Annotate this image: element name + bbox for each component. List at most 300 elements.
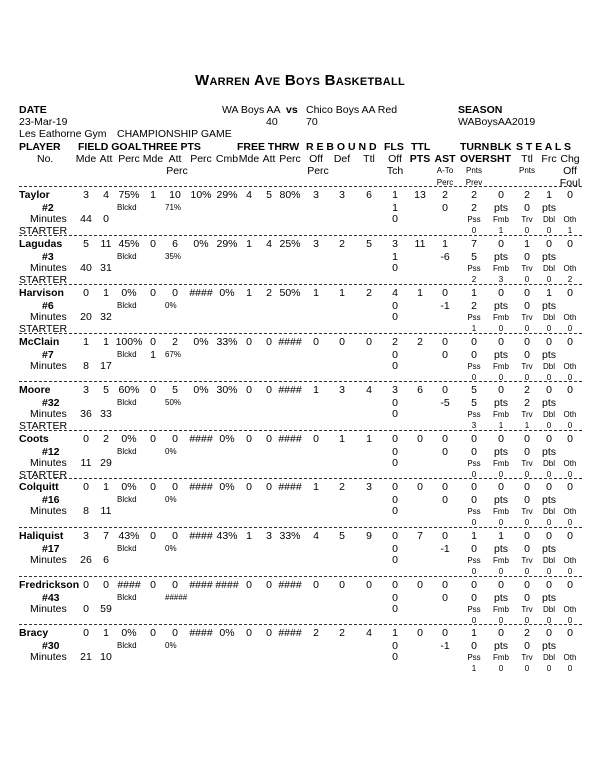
ft-perc: ####	[278, 481, 302, 493]
fouls-tch: 0	[392, 213, 398, 225]
cmb-perc: 43%	[216, 530, 238, 542]
turnover-oth: 2	[567, 275, 573, 284]
steals-pts: 0	[524, 592, 530, 604]
minutes-1: 21	[80, 651, 92, 663]
blocked-perc: 71%	[165, 203, 182, 212]
minutes-1: 20	[80, 311, 92, 323]
page-title: Warren Ave Boys Basketball	[194, 72, 406, 89]
pts-label: pts	[541, 349, 557, 361]
pts-label: pts	[541, 543, 557, 555]
ft-att: 0	[266, 384, 272, 396]
steals-ttl: 1	[524, 238, 530, 250]
header-reb-off: Off	[309, 153, 323, 165]
ft-perc: 33%	[279, 530, 301, 542]
blocks: 0	[498, 238, 504, 250]
dbl-label: Dbl	[542, 459, 556, 468]
steals-frc: 0	[546, 579, 552, 591]
turnover-dbl: 0	[546, 373, 552, 382]
steals-pts: 0	[524, 349, 530, 361]
fouls-off: 0	[392, 592, 398, 604]
steals-ttl: 0	[524, 481, 530, 493]
tp-made: 0	[150, 481, 156, 493]
turnover-pts: 5	[471, 251, 477, 263]
dbl-label: Dbl	[542, 410, 556, 419]
turnover-trv: 0	[524, 567, 530, 576]
player-name: Fredrickson	[19, 579, 80, 591]
fouls: 0	[392, 530, 398, 542]
header-ft-mde: Mde	[238, 153, 260, 165]
cmb-perc: 0%	[219, 287, 235, 299]
reb-def: 0	[339, 336, 345, 348]
turnover-oth: 0	[567, 616, 573, 625]
minutes-label: Minutes	[30, 408, 67, 420]
pss-label: Pss	[467, 215, 481, 224]
game-location: Les Eathorne Gym	[19, 128, 107, 140]
fg-perc: 100%	[115, 336, 143, 348]
turnover-oth: 0	[567, 567, 573, 576]
season-value: WABoysAA2019	[458, 116, 536, 128]
row-divider	[19, 430, 582, 431]
header-no: No.	[37, 153, 54, 165]
fg-att: 1	[103, 287, 109, 299]
turnover-trv: 0	[524, 226, 530, 235]
trv-label: Trv	[521, 556, 533, 565]
turnover-trv: 0	[524, 324, 530, 333]
date-label: DATE	[19, 104, 47, 116]
fouls: 1	[392, 189, 398, 201]
player-name: McClain	[19, 336, 60, 348]
reb-off: 1	[313, 481, 319, 493]
minutes-2: 10	[100, 651, 112, 663]
fg-perc: 60%	[118, 384, 140, 396]
ft-perc: ####	[278, 627, 302, 639]
turnover-oth: 1	[567, 226, 573, 235]
row-divider	[19, 235, 582, 236]
turnover-oth: 0	[567, 421, 573, 430]
blckd-label: Blckd	[117, 203, 137, 212]
steals-frc: 0	[546, 433, 552, 445]
fmb-label: Fmb	[493, 362, 509, 371]
turnover-pts: 0	[471, 592, 477, 604]
player-name: Colquitt	[19, 481, 59, 493]
fmb-label: Fmb	[493, 605, 509, 614]
ft-made: 0	[246, 579, 252, 591]
blocks: 0	[498, 189, 504, 201]
blocked-perc: 0%	[165, 495, 177, 504]
ft-att: 0	[266, 336, 272, 348]
fg-made: 0	[83, 627, 89, 639]
turnovers: 0	[471, 579, 477, 591]
reb-ttl: 3	[366, 481, 372, 493]
ft-made: 0	[246, 384, 252, 396]
header-reb-perc: Perc	[307, 165, 329, 177]
pts-label: pts	[493, 202, 509, 214]
assist-turnover: -6	[440, 251, 450, 263]
fmb-label: Fmb	[493, 264, 509, 273]
pts-label: pts	[541, 300, 557, 312]
home-team: WA Boys AA	[222, 104, 281, 116]
fouls: 3	[392, 238, 398, 250]
player-number: #30	[42, 640, 60, 652]
blocks: 0	[498, 287, 504, 299]
fouls-off: 0	[392, 349, 398, 361]
steals-frc: 1	[546, 287, 552, 299]
turnover-pss: 1	[471, 324, 477, 333]
turnover-trv: 0	[524, 616, 530, 625]
fg-att: 1	[103, 336, 109, 348]
row-divider	[19, 186, 582, 187]
turnover-pss: 1	[471, 664, 477, 673]
steals-pts: 0	[524, 446, 530, 458]
blckd-label: Blckd	[117, 301, 137, 310]
tp-made: 0	[150, 579, 156, 591]
assist-turnover: 0	[442, 446, 448, 458]
turnovers: 0	[471, 433, 477, 445]
oth-label: Oth	[563, 362, 577, 371]
assist-turnover: 0	[442, 494, 448, 506]
blocked-perc: 0%	[165, 544, 177, 553]
turnover-fmb: 0	[498, 664, 504, 673]
cmb-perc: 0%	[219, 481, 235, 493]
header-three-pts: THREE PTS	[142, 141, 201, 153]
blocked-perc: 35%	[165, 252, 182, 261]
charges: 0	[567, 627, 573, 639]
ft-perc: 50%	[279, 287, 301, 299]
player-name: Haliquist	[19, 530, 64, 542]
header-frc: Frc	[541, 153, 557, 165]
pts-label: pts	[541, 592, 557, 604]
header-tp-perc: Perc	[190, 153, 212, 165]
assist-turnover: -5	[440, 397, 450, 409]
reb-ttl: 4	[366, 627, 372, 639]
steals-frc: 0	[546, 336, 552, 348]
fouls: 2	[392, 336, 398, 348]
header-cmb: Cmb	[215, 153, 239, 165]
turnover-dbl: 0	[546, 275, 552, 284]
turnover-fmb: 0	[498, 616, 504, 625]
row-divider	[19, 381, 582, 382]
cmb-perc: 29%	[216, 238, 238, 250]
fouls-off: 0	[392, 543, 398, 555]
minutes-2: 0	[103, 213, 109, 225]
dbl-label: Dbl	[542, 215, 556, 224]
oth-label: Oth	[563, 410, 577, 419]
charges: 0	[567, 189, 573, 201]
starter-label: STARTER	[19, 323, 68, 335]
cmb-perc: 30%	[216, 384, 238, 396]
row-divider	[19, 624, 582, 625]
minutes-2: 29	[100, 457, 112, 469]
away-team: Chico Boys AA Red	[306, 104, 398, 116]
blocked-perc: #####	[165, 593, 188, 602]
header-ato-perc: Perc	[436, 178, 454, 187]
ft-att: 5	[266, 189, 272, 201]
charges: 0	[567, 530, 573, 542]
reb-ttl: 5	[366, 238, 372, 250]
reb-def: 1	[339, 287, 345, 299]
dbl-label: Dbl	[542, 556, 556, 565]
turnover-dbl: 0	[546, 324, 552, 333]
blocked-perc: 50%	[165, 398, 182, 407]
trv-label: Trv	[521, 313, 533, 322]
reb-ttl: 6	[366, 189, 372, 201]
player-name: Bracy	[19, 627, 49, 639]
reb-off: 4	[313, 530, 319, 542]
steals-pts: 2	[524, 397, 530, 409]
fouls-tch: 0	[392, 311, 398, 323]
turnover-fmb: 1	[498, 421, 504, 430]
reb-ttl: 4	[366, 384, 372, 396]
game-type: CHAMPIONSHIP GAME	[117, 128, 232, 140]
row-divider	[19, 478, 582, 479]
reb-ttl: 2	[366, 287, 372, 299]
turnover-oth: 0	[567, 470, 573, 479]
charges: 0	[567, 336, 573, 348]
turnover-pts: 0	[471, 543, 477, 555]
header-tch: Tch	[386, 165, 404, 177]
charges: 0	[567, 433, 573, 445]
minutes-1: 11	[80, 457, 92, 469]
minutes-1: 26	[80, 554, 92, 566]
assists: 1	[442, 238, 448, 250]
turnover-dbl: 0	[546, 518, 552, 527]
fg-att: 2	[103, 433, 109, 445]
turnover-fmb: 0	[498, 373, 504, 382]
blckd-label: Blckd	[117, 398, 137, 407]
tp-made: 0	[150, 433, 156, 445]
fouls-tch: 0	[392, 505, 398, 517]
oth-label: Oth	[563, 605, 577, 614]
pss-label: Pss	[467, 410, 481, 419]
fg-perc: 0%	[121, 433, 137, 445]
tp-perc: 0%	[193, 336, 209, 348]
assist-turnover: -1	[440, 300, 450, 312]
player-number: #16	[42, 494, 60, 506]
dbl-label: Dbl	[542, 605, 556, 614]
minutes-label: Minutes	[30, 554, 67, 566]
reb-def: 1	[339, 433, 345, 445]
row-divider	[19, 333, 582, 334]
turnovers: 1	[471, 530, 477, 542]
tp-made: 0	[150, 238, 156, 250]
tp-perc: ####	[189, 579, 213, 591]
ft-made: 0	[246, 627, 252, 639]
ft-made: 4	[246, 189, 252, 201]
fg-made: 3	[83, 189, 89, 201]
header-ft-att: Att	[262, 153, 276, 165]
header-pts: PTS	[409, 153, 431, 165]
turnover-trv: 0	[524, 518, 530, 527]
ft-att: 0	[266, 627, 272, 639]
steals-pts: 0	[524, 640, 530, 652]
header-fg-perc: Perc	[118, 153, 140, 165]
header-steal-pnts: Pnts	[518, 166, 536, 175]
blocks: 0	[498, 433, 504, 445]
cmb-perc: 0%	[219, 627, 235, 639]
total-pts: 0	[417, 481, 423, 493]
assists: 0	[442, 579, 448, 591]
fmb-label: Fmb	[493, 459, 509, 468]
steals-pts: 0	[524, 251, 530, 263]
ft-perc: 80%	[279, 189, 301, 201]
blocks: 1	[498, 530, 504, 542]
minutes-2: 32	[100, 311, 112, 323]
steals-ttl: 0	[524, 579, 530, 591]
player-number: #17	[42, 543, 60, 555]
assist-turnover: 0	[442, 349, 448, 361]
fg-perc: 43%	[118, 530, 140, 542]
fg-att: 0	[103, 579, 109, 591]
cmb-perc: 0%	[219, 433, 235, 445]
turnover-dbl: 0	[546, 421, 552, 430]
turnover-trv: 0	[524, 664, 530, 673]
header-fouls: FLS	[384, 141, 404, 153]
turnovers: 1	[471, 627, 477, 639]
pts-label: pts	[541, 397, 557, 409]
header-player: PLAYER	[19, 141, 61, 153]
reb-off: 3	[313, 189, 319, 201]
pts-label: pts	[493, 543, 509, 555]
total-pts: 7	[417, 530, 423, 542]
minutes-1: 8	[83, 505, 89, 517]
total-pts: 0	[417, 627, 423, 639]
header-turn: TURN	[460, 141, 490, 153]
turnover-dbl: 0	[546, 616, 552, 625]
tp-made: 0	[150, 384, 156, 396]
reb-off: 3	[313, 238, 319, 250]
player-name: Taylor	[19, 189, 50, 201]
dbl-label: Dbl	[542, 264, 556, 273]
player-name: Lagudas	[19, 238, 63, 250]
total-pts: 11	[414, 238, 426, 250]
steals-frc: 0	[546, 627, 552, 639]
pss-label: Pss	[467, 264, 481, 273]
fg-att: 11	[100, 238, 112, 250]
pts-label: pts	[541, 640, 557, 652]
pss-label: Pss	[467, 507, 481, 516]
tp-att: 0	[172, 433, 178, 445]
reb-def: 3	[339, 384, 345, 396]
ft-made: 0	[246, 336, 252, 348]
turnover-dbl: 0	[546, 226, 552, 235]
fg-made: 0	[83, 433, 89, 445]
blocks: 0	[498, 384, 504, 396]
charges: 0	[567, 579, 573, 591]
fg-made: 5	[83, 238, 89, 250]
turnovers: 0	[471, 336, 477, 348]
pss-label: Pss	[467, 362, 481, 371]
minutes-2: 11	[100, 505, 112, 517]
ft-att: 0	[266, 433, 272, 445]
minutes-label: Minutes	[30, 311, 67, 323]
ft-made: 1	[246, 287, 252, 299]
blckd-label: Blckd	[117, 544, 137, 553]
fg-perc: 0%	[121, 481, 137, 493]
player-number: #3	[42, 251, 54, 263]
fmb-label: Fmb	[493, 556, 509, 565]
tp-made: 1	[150, 189, 156, 201]
minutes-label: Minutes	[30, 505, 67, 517]
turnovers: 1	[471, 287, 477, 299]
player-number: #12	[42, 446, 60, 458]
fouls-off: 0	[392, 640, 398, 652]
tp-att: 0	[172, 627, 178, 639]
header-field-goal: FIELD GOAL	[78, 141, 142, 153]
steals-frc: 0	[546, 384, 552, 396]
reb-def: 2	[339, 627, 345, 639]
header-ft-perc: Perc	[279, 153, 301, 165]
fouls-off: 0	[392, 446, 398, 458]
ft-att: 0	[266, 579, 272, 591]
fouls-tch: 0	[392, 603, 398, 615]
turnover-pss: 0	[471, 226, 477, 235]
row-divider	[19, 576, 582, 577]
fg-made: 3	[83, 530, 89, 542]
turnover-pss: 0	[471, 373, 477, 382]
player-number: #7	[42, 349, 54, 361]
tp-perc: ####	[189, 433, 213, 445]
fouls: 1	[392, 627, 398, 639]
turnover-fmb: 0	[498, 470, 504, 479]
charges: 0	[567, 287, 573, 299]
starter-label: STARTER	[19, 274, 68, 286]
fouls: 4	[392, 287, 398, 299]
reb-off: 1	[313, 384, 319, 396]
starter-label: STARTER	[19, 225, 68, 237]
trv-label: Trv	[521, 264, 533, 273]
fg-att: 5	[103, 384, 109, 396]
oth-label: Oth	[563, 313, 577, 322]
ft-perc: ####	[278, 433, 302, 445]
fg-made: 0	[83, 287, 89, 299]
header-fg-att: Att	[99, 153, 113, 165]
minutes-2: 33	[100, 408, 112, 420]
blocked-perc: 0%	[165, 641, 177, 650]
fg-made: 3	[83, 384, 89, 396]
fg-perc: 75%	[118, 189, 140, 201]
steals-ttl: 2	[524, 627, 530, 639]
minutes-2: 59	[100, 603, 112, 615]
dbl-label: Dbl	[542, 653, 556, 662]
blocks: 0	[498, 579, 504, 591]
tp-att: 5	[172, 384, 178, 396]
pts-label: pts	[493, 640, 509, 652]
tp-att: 0	[172, 481, 178, 493]
reb-def: 0	[339, 579, 345, 591]
reb-off: 1	[313, 287, 319, 299]
header-free-throw: FREE THRW	[237, 141, 300, 153]
reb-ttl: 1	[366, 433, 372, 445]
turnover-oth: 0	[567, 518, 573, 527]
header-fls-off: Off	[388, 153, 402, 165]
cmb-perc: 29%	[216, 189, 238, 201]
total-pts: 1	[417, 287, 423, 299]
steals-pts: 0	[524, 202, 530, 214]
fg-made: 0	[83, 579, 89, 591]
header-over: OVER	[460, 153, 490, 165]
assists: 0	[442, 481, 448, 493]
fmb-label: Fmb	[493, 653, 509, 662]
assists: 0	[442, 384, 448, 396]
player-name: Harvison	[19, 287, 64, 299]
starter-label: STARTER	[19, 469, 68, 481]
header-sht: SHT	[490, 153, 511, 165]
turnovers: 2	[471, 189, 477, 201]
blocked-perc: 67%	[165, 350, 182, 359]
fouls-tch: 0	[392, 262, 398, 274]
dbl-label: Dbl	[542, 362, 556, 371]
turnover-trv: 1	[524, 421, 530, 430]
